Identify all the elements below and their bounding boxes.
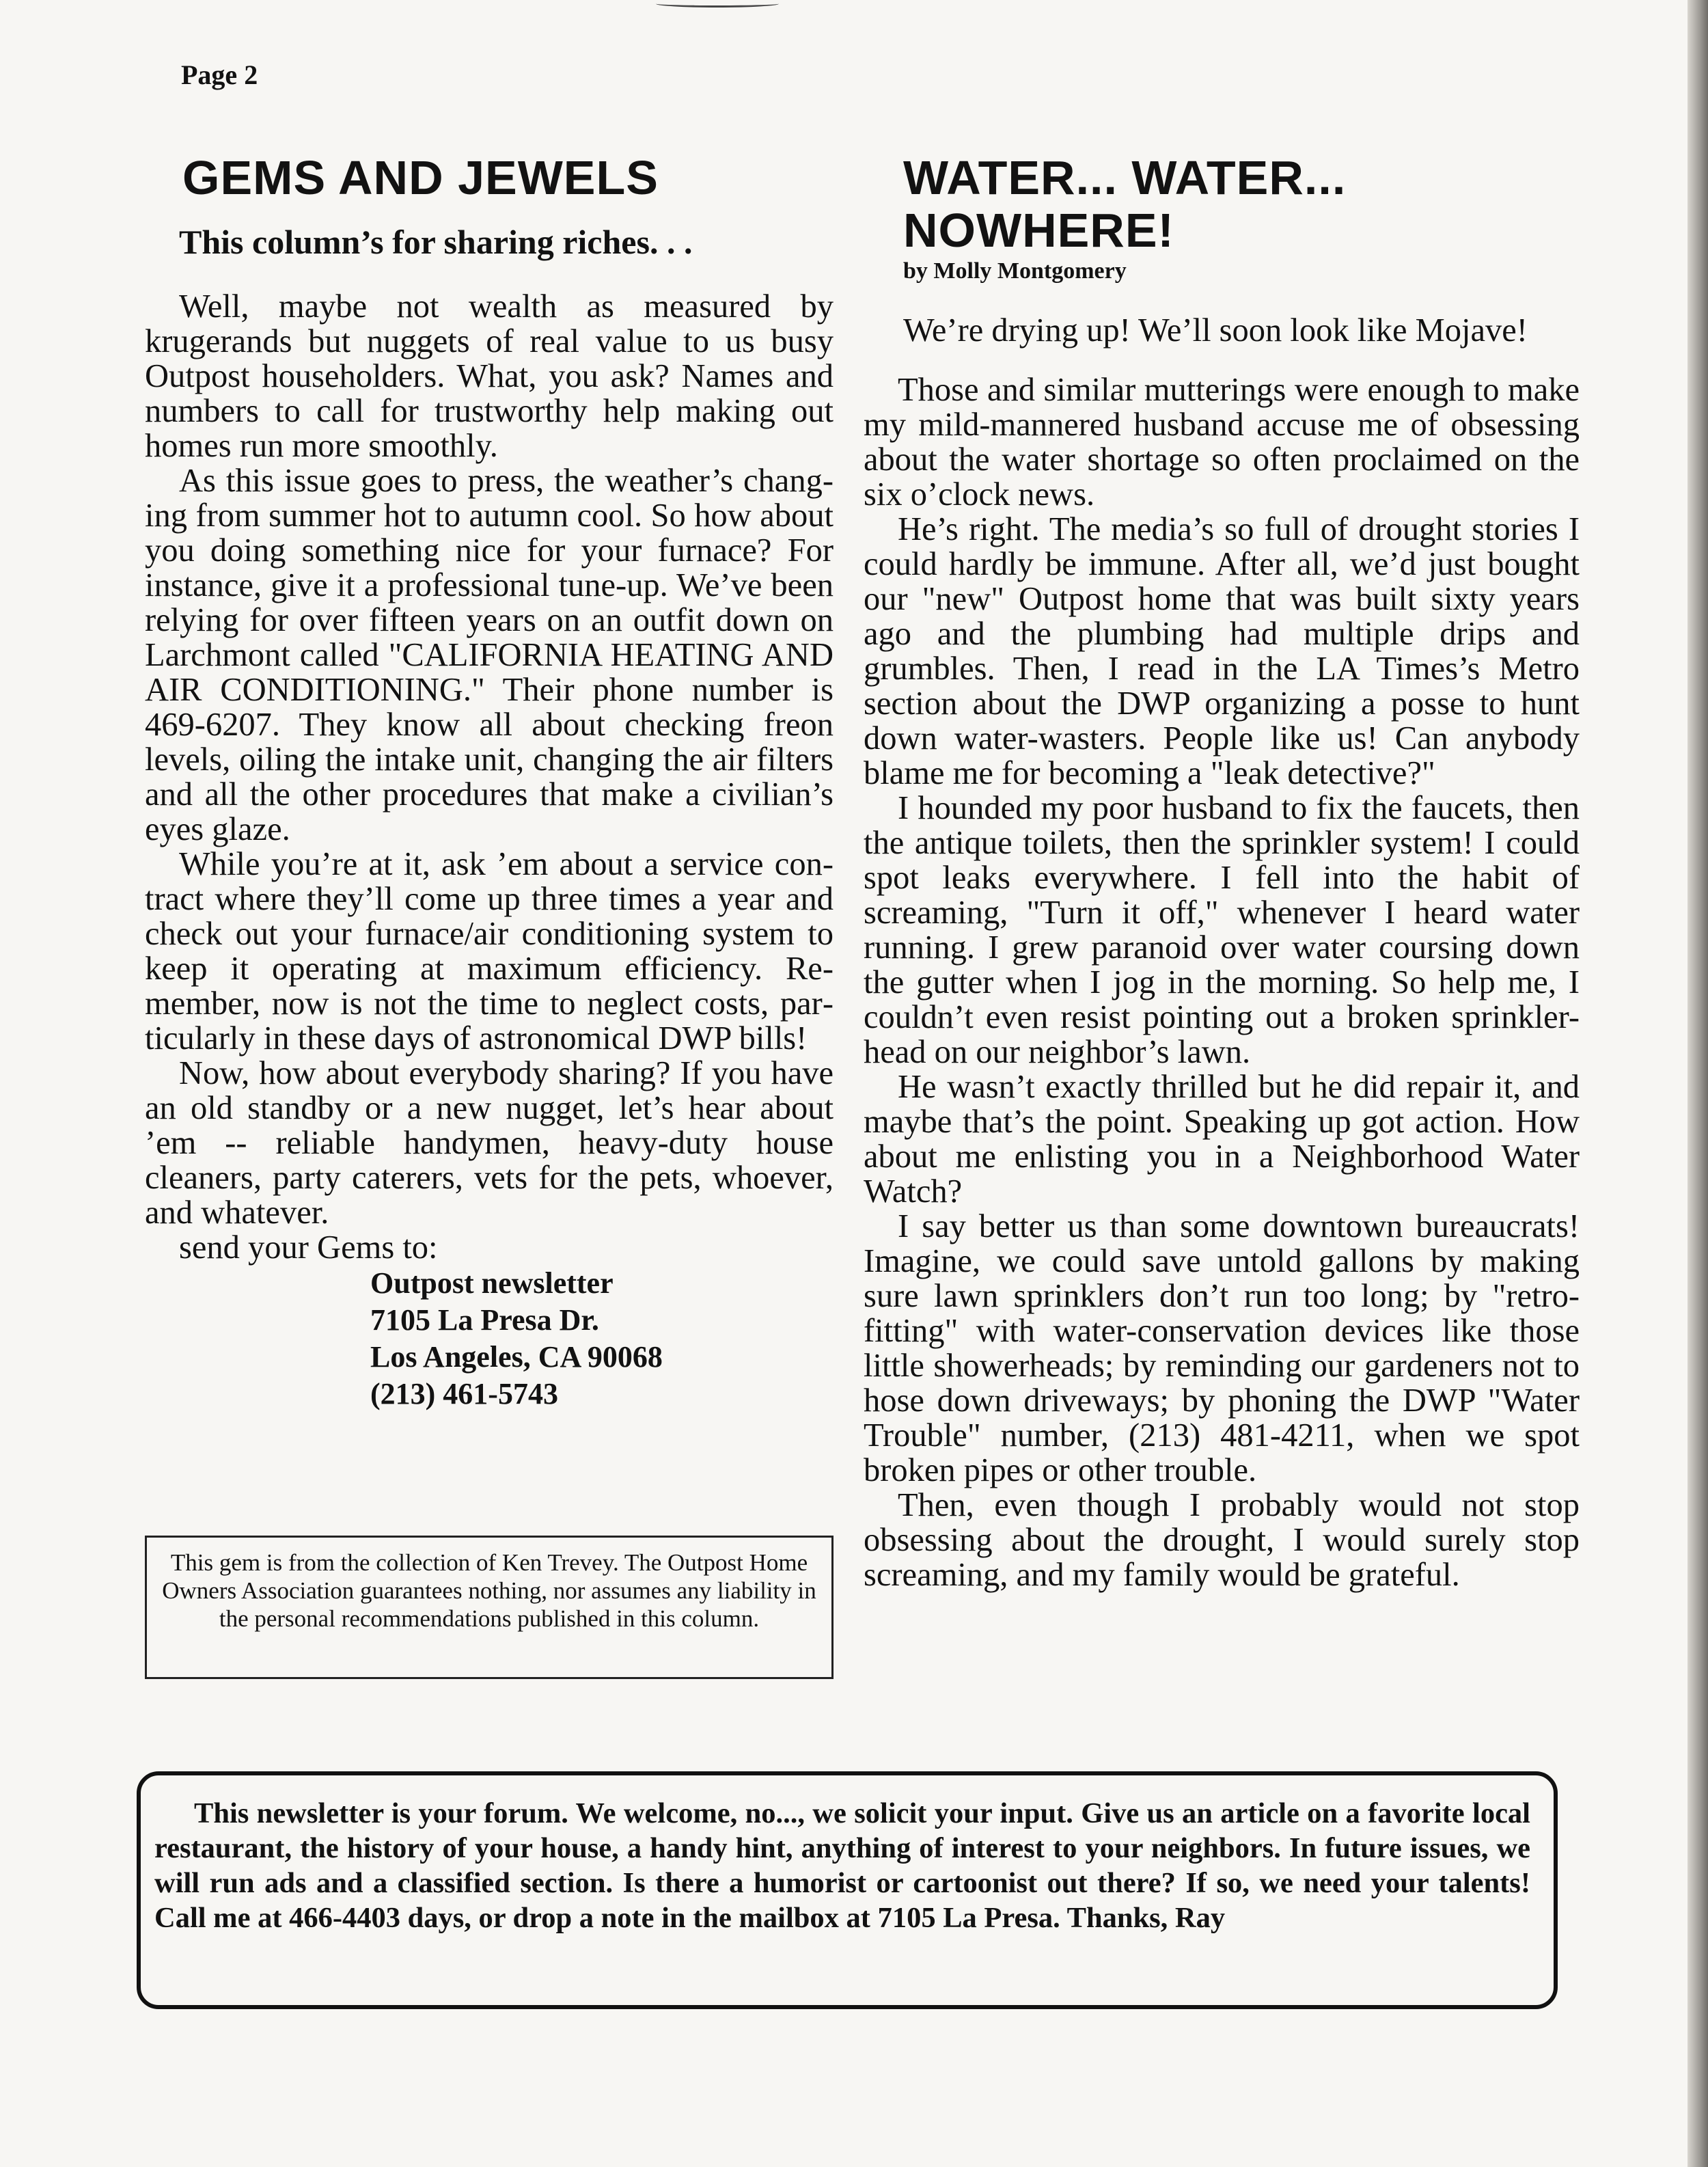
left-paragraph: As this issue goes to press, the weather’s changing from summer hot to autumn cool. So how about you doing something nice for your furnace? For instance, give it a professional tune-up. We’ve been relying for over fifteen years on an outfit down on Larchmont called "CALIFORNIA HEATING AND AIR CONDITIONING." Their phone number is 469-6207. They know all about checking freon levels, oiling the intake unit, changing the air filters and all the other procedures that make a civilian’s eyes glaze. — [145, 463, 834, 847]
right-paragraph: I hounded my poor husband to fix the faucets, then the antique toilets, then the sprinkler system! I could spot leaks everywhere. I fell into the habit of screaming, "Turn it off," whenever I heard water running. I grew paranoid over water coursing down the gutter when I jog in the morning. So help me, I couldn’t even resist pointing out a broken sprinkler-head on our neighbor’s lawn. — [864, 790, 1580, 1070]
right-paragraph: Then, even though I probably would not stop obsessing about the drought, I would surely stop screaming, and my family would be grateful. — [864, 1487, 1580, 1593]
page-edge-shadow — [1688, 0, 1708, 2167]
address-phone: (213) 461-5743 — [370, 1377, 558, 1410]
left-article-title: GEMS AND JEWELS — [182, 151, 659, 204]
right-paragraph: Those and similar mutterings were enough to make my mild-mannered husband accuse me of obsessing about the water shortage so often proclaimed on the six o’clock news. — [864, 372, 1580, 513]
address-street: 7105 La Presa Dr. — [370, 1303, 599, 1337]
address-city: Los Angeles, CA 90068 — [370, 1340, 663, 1374]
right-article-body — [864, 313, 1580, 1592]
forum-notice-box — [137, 1771, 1558, 2009]
disclaimer-box: This gem is from the collection of Ken Trevey. The Outpost Home Owners Association guarantees nothing, nor assumes any liability in the personal recommendations published in this column. — [145, 1536, 834, 1679]
right-title-line-2: NOWHERE! — [903, 204, 1174, 257]
page-number: Page 2 — [181, 59, 258, 90]
water-article-column — [864, 152, 1580, 1592]
right-paragraph: He wasn’t exactly thrilled but he did repair it, and maybe that’s the point. Speaking up got action. How about me enlisting you in a Neighborhood Water Watch? — [864, 1069, 1580, 1210]
right-article-title — [864, 152, 1580, 257]
send-gems-line: send your Gems to: — [179, 1229, 438, 1266]
address-name: Outpost newsletter — [370, 1266, 614, 1300]
right-paragraph: I say better us than some downtown bureaucrats! Imagine, we could save untold gallons by making sure lawn sprinklers don’t run too long; by "retro-fitting" with water-conservation devices like those little showerheads; by reminding our gardeners not to hose down driveways; by phoning the DWP "Water Trouble" number, (213) 481-4211, when we spot broken pipes or other trouble. — [864, 1208, 1580, 1488]
gems-and-jewels-column — [145, 152, 834, 1413]
left-paragraph: While you’re at it, ask ’em about a service contract where they’ll come up three times a year and check out your furnace/air conditioning system to keep it operating at maximum efficiency. Remember, now is not the time to neglect costs, particularly in these days of astronomical DWP bills! — [145, 846, 834, 1057]
byline: by Molly Montgomery — [903, 258, 1127, 284]
left-paragraph: Well, maybe not wealth as measured by krugerands but nuggets of real value to us busy Outpost householders. What, you ask? Names and numbers to call for trustworthy help making out homes run more smoothly. — [145, 288, 834, 464]
left-article-body — [145, 289, 834, 1230]
right-lead: We’re drying up! We’ll soon look like Mojave! — [903, 312, 1528, 349]
right-paragraph: He’s right. The media’s so full of drought stories I could hardly be immune. After all, we’d just bought our "new" Outpost home that was built sixty years ago and the plumbing had multiple drips and grumbles. Then, I read in the LA Times’s Metro section about the DWP organizing a posse to hunt down water-wasters. People like us! Can anybody blame me for becoming a "leak detective?" — [864, 511, 1580, 791]
mailing-address — [370, 1265, 834, 1413]
right-title-line-1: WATER... WATER... — [903, 151, 1347, 204]
forum-notice-text: This newsletter is your forum. We welcome, no..., we solicit your input. Give us an article on a favorite local restaurant, the history of your house, a handy hint, anything of interest to your neighbors. In future issues, we will run ads and a classified section. Is there a humorist or cartoonist out there? If so, we need your talents! Call me at 466-4403 days, or drop a note in the mailbox at 7105 La Presa. Thanks, Ray — [154, 1797, 1530, 1934]
left-article-subtitle: This column’s for sharing riches. . . — [179, 223, 693, 261]
binding-notch — [656, 0, 779, 8]
left-paragraph: Now, how about everybody sharing? If you have an old standby or a new nugget, let’s hear about ’em -- reliable handymen, heavy-duty house cleaners, party caterers, vets for the pets, whoever, and whatever. — [145, 1055, 834, 1231]
